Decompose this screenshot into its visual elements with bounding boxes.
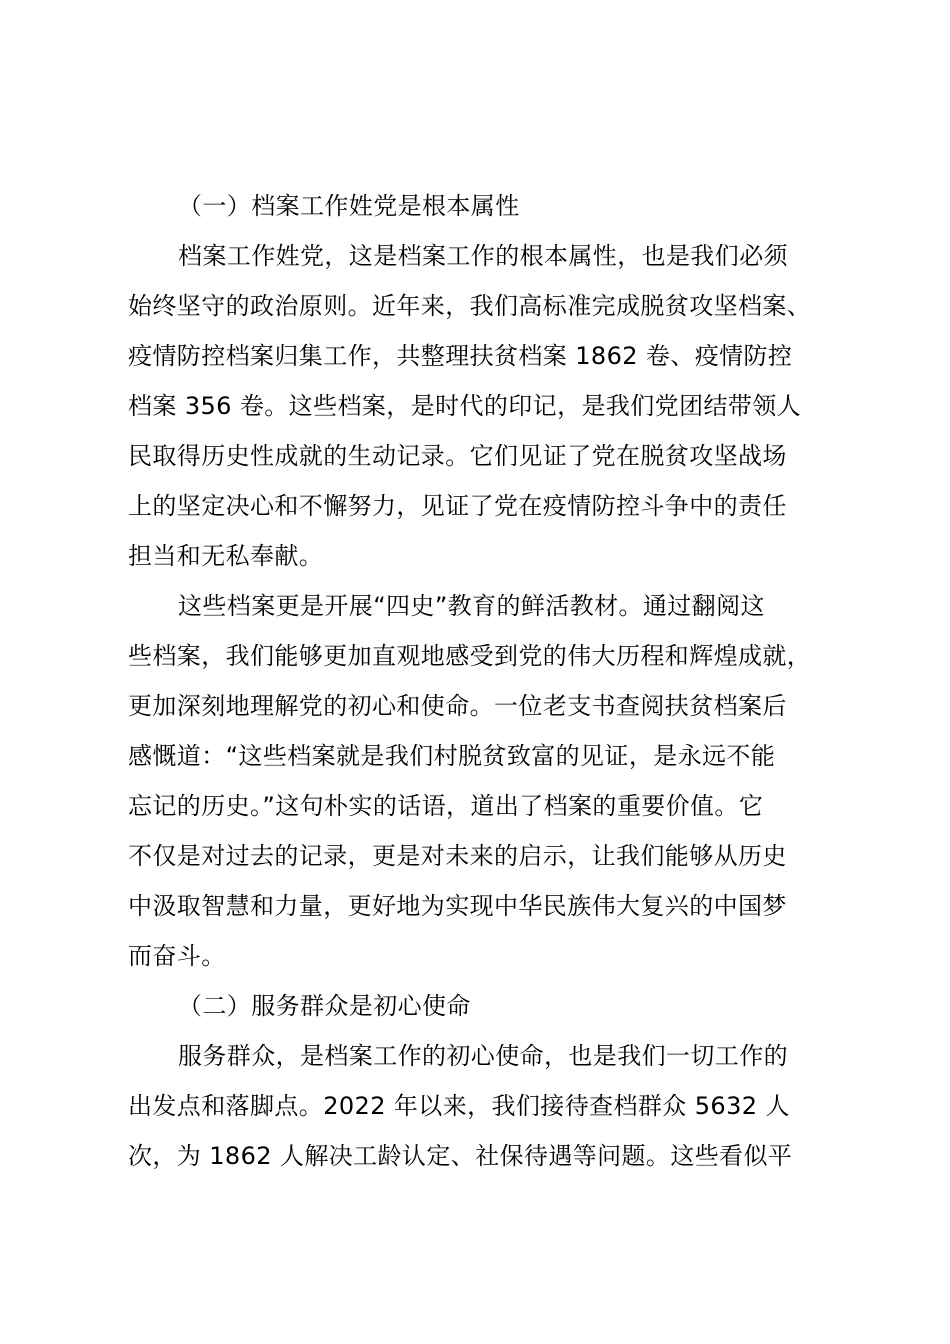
paragraph-line: 档案 356 卷。这些档案，是时代的印记，是我们党团结带领人 [128,392,802,420]
paragraph-line: 中汲取智慧和力量，更好地为实现中华民族伟大复兴的中国梦 [128,892,787,920]
section-heading-2: （二）服务群众是初心使命 [178,992,471,1020]
paragraph-line: 出发点和落脚点。2022 年以来，我们接待查档群众 5632 人 [128,1092,790,1120]
paragraph-line: 档案工作姓党，这是档案工作的根本属性，也是我们必须 [178,242,788,270]
paragraph-line: 民取得历史性成就的生动记录。它们见证了党在脱贫攻坚战场 [128,442,787,470]
paragraph-line: 担当和无私奉献。 [128,542,324,570]
paragraph-line: 次，为 1862 人解决工龄认定、社保待遇等问题。这些看似平 [128,1142,793,1170]
paragraph-line: 忘记的历史。”这句朴实的话语，道出了档案的重要价值。它 [128,792,764,820]
paragraph-line: 上的坚定决心和不懈努力，见证了党在疫情防控斗争中的责任 [128,492,787,520]
paragraph-line: 服务群众，是档案工作的初心使命，也是我们一切工作的 [178,1042,788,1070]
section-heading-1: （一）档案工作姓党是根本属性 [178,192,520,220]
body-text [128,181,833,1181]
paragraph-line: 感慨道：“这些档案就是我们村脱贫致富的见证，是永远不能 [128,742,776,770]
paragraph-line: 始终坚守的政治原则。近年来，我们高标准完成脱贫攻坚档案、 [128,292,812,320]
paragraph-line: 不仅是对过去的记录，更是对未来的启示，让我们能够从历史 [128,842,787,870]
paragraph-line: 这些档案更是开展“四史”教育的鲜活教材。通过翻阅这 [178,592,765,620]
paragraph-line: 些档案，我们能够更加直观地感受到党的伟大历程和辉煌成就， [128,642,812,670]
paragraph-line: 疫情防控档案归集工作，共整理扶贫档案 1862 卷、疫情防控 [128,342,793,370]
paragraph-line: 而奋斗。 [128,942,226,970]
paragraph-line: 更加深刻地理解党的初心和使命。一位老支书查阅扶贫档案后 [128,692,787,720]
